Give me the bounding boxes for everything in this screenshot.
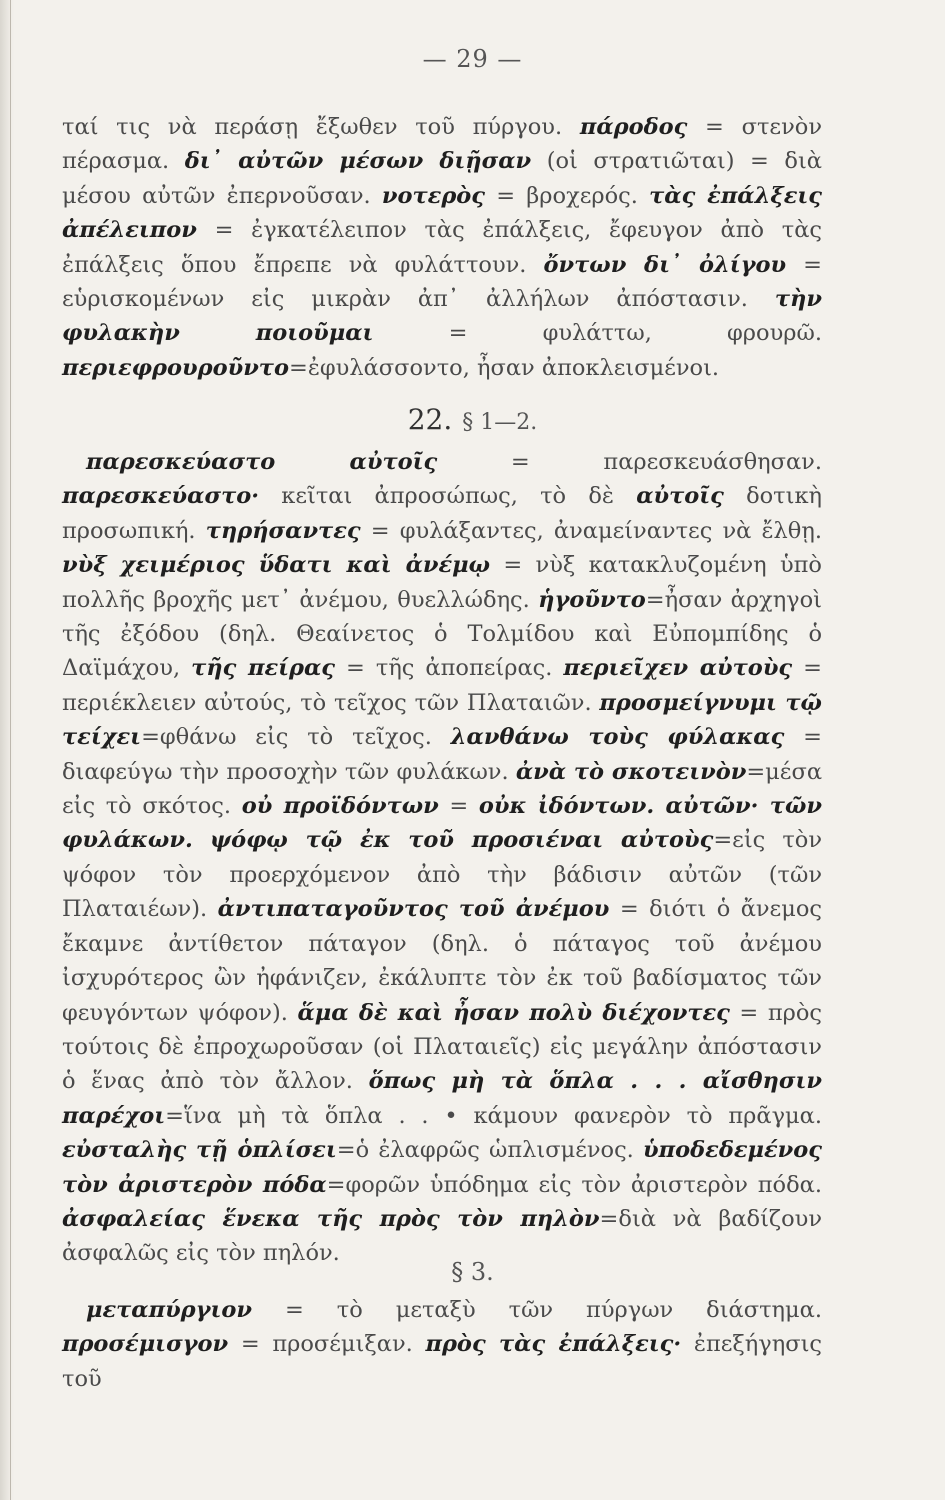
greek-lemma: παρεσκεύαστο αὐτοῖς [86,449,438,475]
greek-lemma: νοτερὸς [381,182,485,209]
greek-lemma: παρεσκεύαστο· [62,483,260,510]
gloss-text: = προσέμιξαν. [228,1331,426,1358]
greek-lemma: ἡγοῦντο [538,586,646,613]
page-number: — 29 — [422,45,523,73]
gloss-text: ἐπεξήγησις τοῦ [62,1331,822,1392]
gloss-text: =διὰ νὰ βαδίζουν ἀσφαλῶς εἰς τὸν πηλόν. [62,1205,822,1267]
gloss-text: =ἐφυλάσσοντο, ἦσαν ἀποκλεισμένοι. [288,354,720,381]
greek-lemma: περιεφρουροῦντο [62,354,289,381]
gloss-text: = περιέκλειεν αὐτούς, τὸ τεῖχος τῶν Πλαταιῶν. [62,655,823,716]
paragraph [62,110,822,385]
gloss-text: = τῆς ἀποπείρας. [335,655,564,682]
commentary-block-3 [62,1293,822,1396]
commentary-block-1 [62,110,822,385]
greek-lemma: ὄντων δι᾽ ὀλίγου [543,251,787,278]
greek-lemma: ὑποδεδεμένος τὸν ἀριστερὸν πόδα [62,1137,822,1198]
greek-lemma: πάροδος [579,114,688,140]
greek-lemma: τηρήσαντες [205,517,361,544]
gloss-text: = στενὸν πέρασμα. [62,114,822,175]
gloss-text: (οἱ στρατιῶται) = διὰ μέσου αὐτῶν ἐπερνοῦσαν. [62,148,822,209]
gloss-text: = παρεσκευάσθησαν. [437,449,822,475]
greek-lemma: ψόφῳ τῷ ἐκ τοῦ προσιέναι αὐτοὺς [209,827,714,854]
greek-lemma: τὴν φυλακὴν ποιοῦμαι [62,286,822,347]
gloss-text: = [438,793,479,820]
greek-lemma: περιεῖχεν αὐτοὺς [563,655,793,682]
gloss-text: =φορῶν ὑπόδημα εἰς τὸν ἀριστερὸν πόδα. [326,1171,822,1198]
gloss-text: = νὺξ κατακλυζομένη ὑπὸ πολλῆς βροχῆς μετ᾽ ἀνέμου, θυελλώδης. [62,552,822,613]
gloss-text: δοτικὴ προσωπική. [62,483,822,544]
greek-lemma: οὐκ ἰδόντων. αὐτῶν· τῶν φυλάκων. [62,793,822,854]
commentary-block-2 [62,445,822,1271]
greek-lemma: προσμείγνυμι τῷ τείχει [62,689,822,751]
gloss-text: ταί τις νὰ περάσῃ ἔξωθεν τοῦ πύργου. [62,114,580,140]
greek-lemma: δι᾽ αὐτῶν μέσων διῇσαν [184,148,532,175]
section-mark-3: § 3. [451,1258,494,1286]
gloss-text: =ἵνα μὴ τὰ ὅπλα . . • κάμουν φανερὸν τὸ πρᾶγμα. [165,1102,822,1129]
gloss-text: κεῖται ἀπροσώπως, τὸ δὲ [259,483,637,510]
gloss-text: = φυλάξαντες, ἀναμείναντες νὰ ἔλθῃ. [360,517,822,544]
greek-lemma: νὺξ χειμέριος ὕδατι καὶ ἀνέμῳ [62,552,491,579]
gloss-text: =φθάνω εἰς τὸ τεῖχος. [141,724,451,751]
gloss-text [193,827,210,853]
gloss-text: = φυλάττω, φρουρῶ. [373,320,822,347]
gloss-text: =εἰς τὸν ψόφον τὸν προερχόμενον ἀπὸ τὴν βάδισιν αὐτῶν (τῶν Πλαταιέων). [62,827,823,923]
paragraph [62,1293,822,1396]
greek-lemma: ὅπως μὴ τὰ ὅπλα . . . αἴσθησιν παρέχοι [62,1068,822,1129]
greek-lemma: ἀσφαλείας ἕνεκα τῆς πρὸς τὸν πηλὸν [62,1205,600,1232]
greek-lemma: ἀντιπαταγοῦντος τοῦ ἀνέμου [217,896,610,923]
gloss-text: = διότι ὁ ἄνεμος ἔκαμνε ἀντίθετον πάταγον (δηλ. ὁ πάταγος τοῦ ἀνέμου ἰσχυρότερος ὢν ἠφάνιζεν, ἐκάλυπτε τὸν ἐκ τοῦ βαδίσματος τῶν φευγόντων ψόφον). [62,896,822,1026]
gloss-text: = διαφεύγω τὴν προσοχὴν τῶν φυλάκων. [62,724,822,785]
gloss-text: =ἦσαν ἀρχηγοὶ τῆς ἐξόδου (δηλ. Θεαίνετος ὁ Τολμίδου καὶ Εὐπομπίδης ὁ Δαϊμάχου, [62,586,822,682]
greek-lemma: ἀνὰ τὸ σκοτεινὸν [515,758,747,785]
greek-lemma: προσέμισγον [62,1331,229,1358]
greek-lemma: μεταπύργιον [86,1297,253,1323]
greek-lemma: οὐ προϊδόντων [241,793,439,820]
paragraph [62,445,822,1271]
greek-lemma: ἅμα δὲ καὶ ἦσαν πολὺ διέχοντες [297,999,730,1026]
greek-lemma: εὐσταλὴς τῇ ὁπλίσει [62,1137,337,1164]
chapter-heading-22 [0,403,945,436]
gloss-text: = πρὸς τούτοις δὲ ἐπροχωροῦσαν (οἱ Πλαταιεῖς) εἰς μεγάλην ἀπόστασιν ὁ ἕνας ἀπὸ τὸν ἄλλον. [62,999,822,1095]
gloss-text: = εὑρισκομένων εἰς μικρὰν ἀπ᾽ ἀλλήλων ἀπόστασιν. [62,251,823,313]
gloss-text: = ἐγκατέλειπον τὰς ἐπάλξεις, ἔφευγον ἀπὸ τὰς ἐπάλξεις ὅπου ἔπρεπε νὰ φυλάττουν. [62,217,822,278]
greek-lemma: λανθάνω τοὺς φύλακας [450,724,785,751]
gloss-text: = τὸ μεταξὺ τῶν πύργων διάστημα. [252,1297,822,1323]
gloss-text: =μέσα εἰς τὸ σκότος. [62,758,823,820]
greek-lemma: αὐτοῖς [636,483,724,510]
greek-lemma: τῆς πείρας [191,655,336,682]
greek-lemma: πρὸς τὰς ἐπάλξεις· [425,1331,682,1358]
gloss-text: = βροχερός. [485,182,650,209]
gloss-text: =ὁ ἐλαφρῶς ὡπλισμένος. [336,1137,644,1164]
chapter-number: 22. [407,403,453,436]
greek-lemma: τὰς ἐπάλξεις ἀπέλειπον [62,182,822,244]
paragraph-range: § 1—2. [462,410,538,435]
